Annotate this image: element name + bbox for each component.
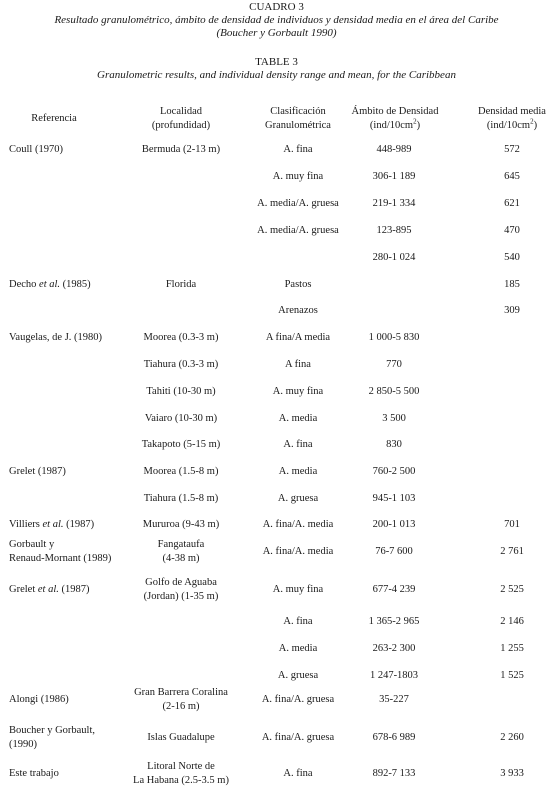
cell-densidad: 1 525 xyxy=(500,670,524,681)
cell-clasificacion: A. muy fina xyxy=(272,171,324,182)
caption-en-line1: Granulometric results, and individual density range and mean, for the Caribbean xyxy=(97,69,456,81)
cell-ambito: 760-2 500 xyxy=(372,466,416,477)
cell-densidad: 185 xyxy=(504,279,520,290)
cell-ambito: 770 xyxy=(386,359,402,370)
cell-ambito: 76-7 600 xyxy=(375,546,413,557)
caption-es-line2: (Boucher y Gorbault 1990) xyxy=(216,27,337,39)
header-granulometrica: Granulométrica xyxy=(265,120,331,131)
caption-es-label: CUADRO 3 xyxy=(249,1,304,13)
cell-localidad: Golfo de Aguaba xyxy=(145,577,217,588)
cell-densidad: 3 933 xyxy=(500,768,524,779)
cell-localidad: (4-38 m) xyxy=(162,553,200,564)
cell-clasificacion: A. media xyxy=(278,643,318,654)
header-localidad: Localidad xyxy=(160,106,202,117)
cell-localidad: Fangataufa xyxy=(157,539,205,550)
cell-clasificacion: A. media/A. gruesa xyxy=(257,198,339,209)
cell-referencia: Este trabajo xyxy=(9,768,59,779)
cell-localidad: La Habana (2.5-3.5 m) xyxy=(133,775,229,786)
cell-ambito: 219-1 334 xyxy=(372,198,416,209)
cell-clasificacion: A. fina/A. gruesa xyxy=(261,732,335,743)
cell-referencia: Coull (1970) xyxy=(9,144,63,155)
cell-densidad: 701 xyxy=(504,519,520,530)
cell-ambito: 448-989 xyxy=(376,144,412,155)
cell-densidad: 2 525 xyxy=(500,584,524,595)
cell-ambito: 945-1 103 xyxy=(372,493,416,504)
cell-localidad: (Jordan) (1-35 m) xyxy=(143,591,219,602)
header-densidad-unit: $(ind/10cm^2)$ xyxy=(486,117,538,131)
cell-clasificacion: A. fina xyxy=(283,439,313,450)
cell-clasificacion: A. fina/A. media xyxy=(262,519,334,530)
cell-ambito: 263-2 300 xyxy=(372,643,416,654)
cell-densidad: 309 xyxy=(504,305,520,316)
cell-ambito: 1 247-1803 xyxy=(369,670,419,681)
cell-clasificacion: Pastos xyxy=(284,279,312,290)
cell-ambito: 678-6 989 xyxy=(372,732,416,743)
cell-localidad: Florida xyxy=(165,279,197,290)
cell-ambito: 1 365-2 965 xyxy=(368,616,420,627)
cell-referencia: Alongi (1986) xyxy=(9,694,69,705)
cell-densidad: 2 260 xyxy=(500,732,524,743)
cell-referencia: Grelet et al. (1987) xyxy=(9,584,90,595)
cell-clasificacion: A. fina xyxy=(283,616,313,627)
cell-localidad: Tiahura (0.3-3 m) xyxy=(143,359,219,370)
cell-ambito: 2 850-5 500 xyxy=(368,386,420,397)
cell-clasificacion: A. muy fina xyxy=(272,584,324,595)
cell-densidad: 1 255 xyxy=(500,643,524,654)
cell-localidad: Bermuda (2-13 m) xyxy=(141,144,221,155)
cell-densidad: 645 xyxy=(504,171,520,182)
cell-referencia: Grelet (1987) xyxy=(9,466,66,477)
header-referencia: Referencia xyxy=(31,113,77,124)
cell-clasificacion: A. fina/A. media xyxy=(262,546,334,557)
cell-localidad: Vaiaro (10-30 m) xyxy=(144,413,218,424)
cell-localidad: Litoral Norte de xyxy=(147,761,215,772)
cell-ambito: 3 500 xyxy=(382,413,406,424)
cell-referencia: Decho et al. (1985) xyxy=(9,279,91,290)
cell-localidad: Gran Barrera Coralina xyxy=(134,687,228,698)
cell-densidad: 2 146 xyxy=(500,616,524,627)
cell-ambito: 200-1 013 xyxy=(372,519,416,530)
cell-clasificacion: A. media/A. gruesa xyxy=(257,225,339,236)
cell-ambito: 677-4 239 xyxy=(372,584,416,595)
cell-clasificacion: A fina/A media xyxy=(265,332,331,343)
cell-localidad: Moorea (0.3-3 m) xyxy=(143,332,219,343)
cell-localidad: Moorea (1.5-8 m) xyxy=(143,466,219,477)
cell-clasificacion: A. fina/A. gruesa xyxy=(261,694,335,705)
cell-referencia: (1990) xyxy=(9,739,37,750)
cell-ambito: 830 xyxy=(386,439,402,450)
cell-ambito: 280-1 024 xyxy=(372,252,416,263)
cell-densidad: 470 xyxy=(504,225,520,236)
cell-referencia: Villiers et al. (1987) xyxy=(9,519,95,530)
cell-clasificacion: A. gruesa xyxy=(277,670,319,681)
cell-ambito: 35-227 xyxy=(379,694,409,705)
cell-referencia: Boucher y Gorbault, xyxy=(9,725,96,736)
cell-clasificacion: A. media xyxy=(278,466,318,477)
cell-localidad: Mururoa (9-43 m) xyxy=(142,519,220,530)
cell-localidad: (2-16 m) xyxy=(162,701,200,712)
cell-ambito: 1 000-5 830 xyxy=(368,332,420,343)
cell-clasificacion: A. gruesa xyxy=(277,493,319,504)
caption-es-line1: Resultado granulométrico, ámbito de densidad de individuos y densidad media en el área del Caribe xyxy=(54,14,499,26)
cell-densidad: 2 761 xyxy=(500,546,524,557)
cell-clasificacion: A fina xyxy=(285,359,311,370)
cell-densidad: 540 xyxy=(504,252,520,263)
cell-clasificacion: Arenazos xyxy=(278,305,318,316)
caption-en-label: TABLE 3 xyxy=(255,56,298,68)
cell-localidad: Takapoto (5-15 m) xyxy=(141,439,221,450)
cell-referencia: Gorbault y xyxy=(9,539,55,550)
cell-referencia: Vaugelas, de J. (1980) xyxy=(9,332,103,343)
cell-localidad: Tahiti (10-30 m) xyxy=(146,386,216,397)
header-clasificacion: Clasificación xyxy=(270,106,326,117)
cell-clasificacion: A. fina xyxy=(283,144,313,155)
cell-densidad: 572 xyxy=(504,144,520,155)
cell-clasificacion: A. muy fina xyxy=(272,386,324,397)
header-ambito: Ámbito de Densidad xyxy=(351,106,439,117)
cell-ambito: 892-7 133 xyxy=(372,768,416,779)
cell-ambito: 123-895 xyxy=(376,225,412,236)
header-profundidad: (profundidad) xyxy=(151,120,211,131)
cell-referencia: Renaud-Mornant (1989) xyxy=(9,553,112,564)
header-densidad-media: Densidad media xyxy=(478,106,546,117)
cell-localidad: Islas Guadalupe xyxy=(147,732,215,743)
cell-densidad: 621 xyxy=(504,198,520,209)
cell-ambito: 306-1 189 xyxy=(372,171,416,182)
cell-localidad: Tiahura (1.5-8 m) xyxy=(143,493,219,504)
cell-clasificacion: A. media xyxy=(278,413,318,424)
cell-clasificacion: A. fina xyxy=(283,768,313,779)
header-ambito-unit: $(ind/10cm^2)$ xyxy=(369,117,421,131)
